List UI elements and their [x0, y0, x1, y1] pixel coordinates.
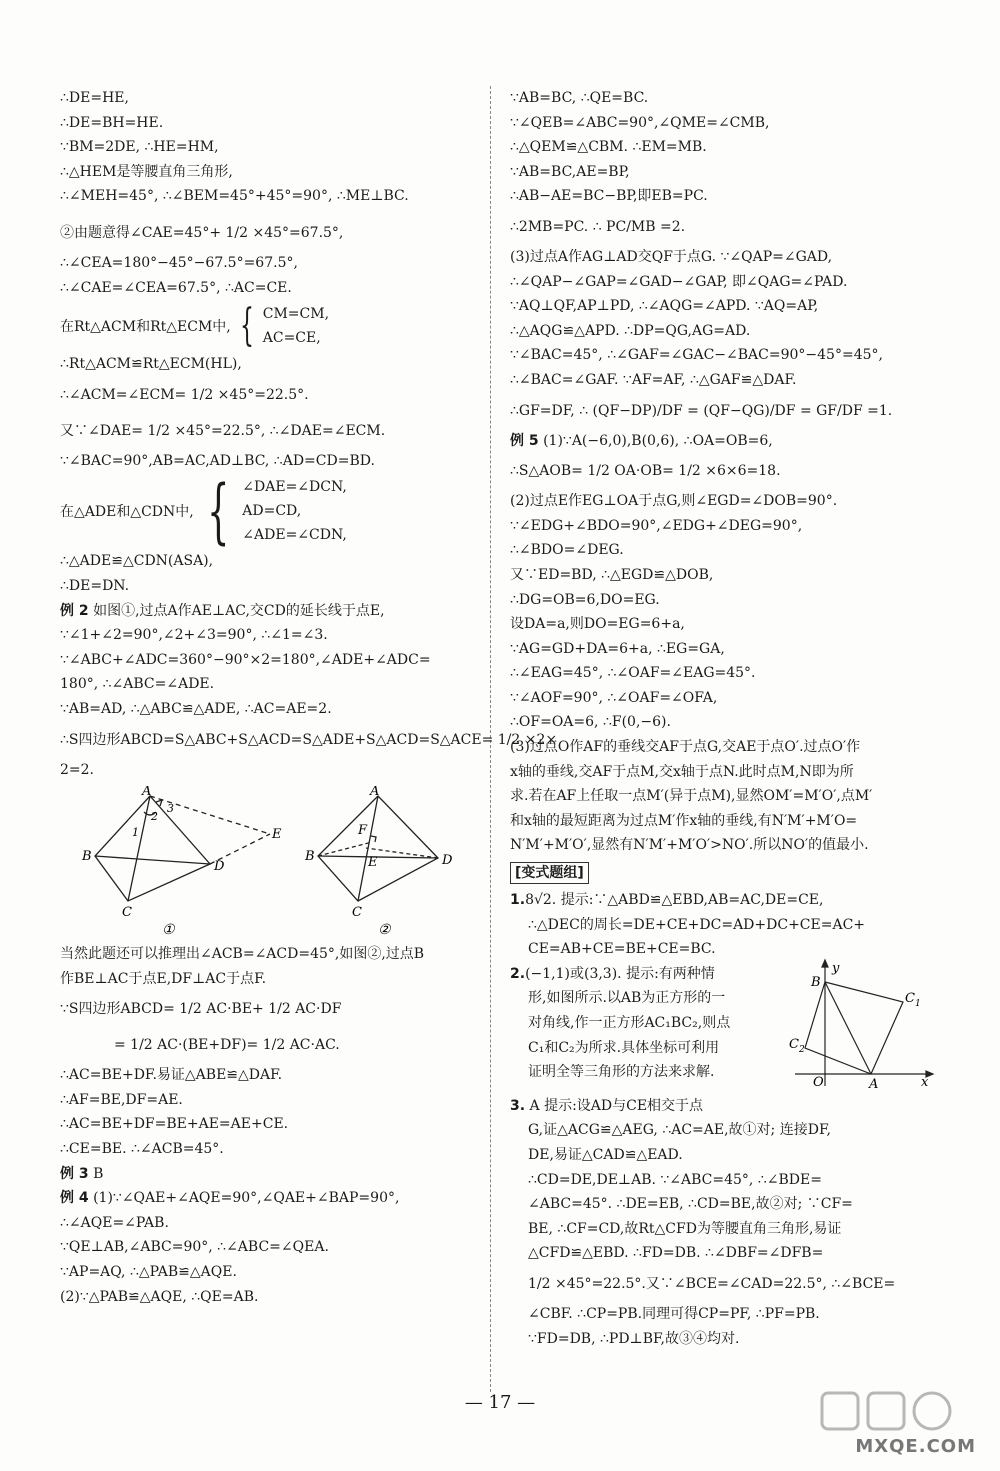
answer-text: B: [93, 1165, 104, 1182]
svg-text:3: 3: [167, 802, 174, 816]
svg-text:C: C: [905, 990, 915, 1006]
svg-text:2: 2: [799, 1044, 805, 1055]
text-line: ∴2MB=PC. ∴ PC/MB =2.: [510, 218, 686, 235]
svg-text:C: C: [122, 905, 132, 921]
text-line: △CFD≌△EBD. ∴FD=DB. ∴∠DBF=∠DFB=: [528, 1245, 824, 1262]
text-line: 作BE⊥AC于点E,DF⊥AC于点F.: [60, 970, 267, 987]
text-line: ∵BM=2DE, ∴HE=HM,: [60, 139, 219, 156]
question-number: 1.: [510, 892, 526, 909]
svg-text:O: O: [813, 1074, 824, 1088]
text-line: ∴AF=BE,DF=AE.: [60, 1091, 183, 1108]
text-line: ∴S四边形ABCD=S△ABC+S△ACD=S△ADE+S△ACD=S△ACE= 1/2 ×2×: [60, 731, 558, 748]
text-line: ∴DG=OB=6,DO=EG.: [510, 591, 660, 608]
text-line: 180°, ∴∠ABC=∠ADE.: [60, 676, 215, 693]
text-line: ∴CD=DE,DE⊥AB. ∵∠ABC=45°, ∴∠BDE=: [528, 1171, 822, 1188]
example-label: 例 5: [510, 432, 539, 449]
text-line: (3)过点O作AF的垂线交AF于点G,交AE于点O′.过点O′作: [510, 739, 861, 756]
answer-text: 8√2.: [525, 892, 557, 909]
text-line: ②由题意得∠CAE=45°+ 1/2 ×45°=67.5°,: [60, 224, 344, 241]
text-line: ∵AB=BC,AE=BP,: [510, 163, 630, 180]
svg-text:B: B: [811, 974, 821, 990]
system-lines: [263, 302, 329, 350]
text-line: ∴∠BDO=∠DEG.: [510, 542, 624, 559]
text-line: DE,易证△CAD≌△EAD.: [528, 1147, 683, 1163]
brace-icon: {: [239, 300, 254, 352]
question-number: 3.: [510, 1097, 526, 1114]
text-line: ∠ADE=∠CDN,: [242, 527, 347, 544]
brace-icon: {: [206, 470, 230, 553]
text-line: CE=AB+CE=BE+CE=BC.: [528, 941, 716, 958]
system-lines: [242, 475, 347, 547]
text-line: ∴OF=OA=6, ∴F(0,−6).: [510, 714, 671, 731]
text-line: (2)过点E作EG⊥OA于点G,则∠EGD=∠DOB=90°.: [510, 493, 838, 510]
text-line: ∵∠EDG+∠BDO=90°,∠EDG+∠DEG=90°,: [510, 517, 803, 534]
text-line: (−1,1)或(3,3). 提示:有两种情: [525, 965, 715, 982]
svg-text:A: A: [869, 1076, 879, 1088]
svg-text:1: 1: [132, 826, 139, 840]
text-line: 2=2.: [60, 761, 94, 778]
text-line: 设DA=a,则DO=EG=6+a,: [510, 616, 685, 633]
example-2-line: [60, 599, 480, 624]
geometry-figures: [60, 786, 480, 936]
question-2-line: [510, 962, 780, 987]
text-line: ∴AC=BE+DF.易证△ABE≌△DAF.: [60, 1067, 283, 1084]
figure-label: ②: [378, 922, 391, 937]
svg-text:F: F: [358, 823, 368, 839]
page-number: — 17 —: [464, 1392, 536, 1413]
text-line: C₁和C₂为所求.具体坐标可利用: [528, 1039, 720, 1056]
question-number: 2.: [510, 965, 526, 982]
text-line: ∵AP=AQ, ∴△PAB≌△AQE.: [60, 1264, 237, 1281]
text-line: ∴∠CEA=180°−45°−67.5°=67.5°,: [60, 254, 298, 271]
text-line: ∠DAE=∠DCN,: [242, 479, 347, 496]
text-line: 在△ADE和△CDN中,: [60, 504, 194, 521]
text-line: ∴S△AOB= 1/2 OA·OB= 1/2 ×6×6=18.: [510, 463, 781, 480]
text-line: (2)∵△PAB≌△AQE, ∴QE=AB.: [60, 1288, 259, 1305]
text-line: ∴△DEC的周长=DE+CE+DC=AD+DC+CE=AC+: [528, 916, 866, 933]
quadrilateral-figures: [60, 786, 480, 936]
question-1-line: [510, 888, 938, 913]
text-line: ∵AG=GD+DA=6+a, ∴EG=GA,: [510, 640, 725, 657]
text-line: ∴△HEM是等腰直角三角形,: [60, 163, 233, 180]
svg-text:A: A: [370, 786, 380, 800]
text-line: ∴△ADE≌△CDN(ASA),: [60, 553, 214, 570]
text-line: ∴AB−AE=BC−BP,即EB=PC.: [510, 188, 708, 205]
text-line: ∴DE=BH=HE.: [60, 114, 164, 131]
text-line: (3)过点A作AG⊥AD交QF于点G. ∵∠QAP=∠GAD,: [510, 248, 833, 265]
right-column: [510, 86, 938, 1351]
text-line: 1/2 ×45°=22.5°.又∵∠BCE=∠CAD=22.5°, ∴∠BCE=: [528, 1275, 896, 1292]
figure-label: ①: [162, 922, 175, 937]
text-line: 形,如图所示.以AB为正方形的一: [528, 990, 726, 1007]
text-line: ∴∠MEH=45°, ∴∠BEM=45°+45°=90°, ∴ME⊥BC.: [60, 188, 409, 205]
text-line: G,证△ACG≌△AEG, ∴AC=AE,故①对; 连接DF,: [528, 1122, 831, 1139]
text-line: ∵AB=AD, ∴△ABC≌△ADE, ∴AC=AE=2.: [60, 700, 332, 717]
text-line: 求.若在AF上任取一点M′(异于点M),显然OM′=M′O′,点M′: [510, 788, 873, 805]
svg-text:C: C: [789, 1036, 799, 1052]
text-line: ∵∠BAC=45°, ∴∠GAF=∠GAC−∠BAC=90°−45°=45°,: [510, 347, 883, 364]
text-line: ∴△AQG≌△APD. ∴DP=QG,AG=AD.: [510, 322, 751, 339]
svg-text:1: 1: [915, 998, 921, 1009]
text-line: ∴∠BAC=∠GAF. ∵AF=AF, ∴△GAF≌△DAF.: [510, 371, 797, 388]
text-line: CM=CM,: [262, 306, 330, 323]
text-line: ∵∠AOF=90°, ∴∠OAF=∠OFA,: [510, 689, 718, 706]
text-line: (1)∵A(−6,0),B(0,6), ∴OA=OB=6,: [543, 432, 773, 449]
svg-text:E: E: [272, 827, 282, 843]
svg-text:2: 2: [151, 810, 158, 824]
text-line: ∵∠BAC=90°,AB=AC,AD⊥BC, ∴AD=CD=BD.: [60, 452, 375, 469]
text-line: ∵FD=DB, ∴PD⊥BF,故③④均对.: [528, 1330, 740, 1347]
text-line: AD=CD,: [242, 503, 302, 520]
text-line: 当然此题还可以推理出∠ACB=∠ACD=45°,如图②,过点B: [60, 946, 425, 963]
svg-text:B: B: [82, 849, 92, 865]
text-line: ∵∠1+∠2=90°,∠2+∠3=90°, ∴∠1=∠3.: [60, 627, 328, 644]
text-line: ∵∠QEB=∠ABC=90°,∠QME=∠CMB,: [510, 114, 770, 131]
text-line: (1)∵∠QAE+∠AQE=90°,∠QAE+∠BAP=90°,: [93, 1190, 400, 1207]
watermark-text: MXQE.COM: [855, 1436, 976, 1457]
text-line: ∴DE=DN.: [60, 577, 130, 594]
svg-text:D: D: [442, 853, 453, 869]
text-line: ∠ABC=45°. ∴DE=EB, ∴CD=BE,故②对; ∵CF=: [528, 1196, 853, 1213]
text-line: N′M′+M′O′,显然有N′M′+M′O′>NO′.所以NO′的值最小.: [510, 837, 869, 854]
text-line: ∵AB=BC, ∴QE=BC.: [510, 90, 649, 106]
example-label: 例 3: [60, 1165, 89, 1182]
example-4-line: [60, 1186, 480, 1211]
section-heading: [变式题组]: [510, 862, 589, 884]
svg-text:B: B: [305, 849, 315, 865]
svg-text:D: D: [214, 859, 225, 875]
text-line: ∴∠AQE=∠PAB.: [60, 1214, 169, 1231]
text-line: ∠CBF. ∴CP=PB.同理可得CP=PF, ∴PF=PB.: [528, 1305, 820, 1322]
text-line: 如图①,过点A作AE⊥AC,交CD的延长线于点E,: [93, 602, 385, 619]
text-line: ∴GF=DF, ∴ (QF−DP)/DF = (QF−QG)/DF = GF/DF =1.: [510, 402, 893, 419]
text-line: ∴CE=BE. ∴∠ACB=45°.: [60, 1141, 224, 1158]
text-line: ∴∠CAE=∠CEA=67.5°, ∴AC=CE.: [60, 279, 292, 296]
text-line: 对角线,作一正方形AC₁BC₂,则点: [528, 1015, 731, 1031]
text-line: AC=CE,: [262, 330, 321, 347]
text-line: 证明全等三角形的方法来求解.: [528, 1064, 715, 1081]
text-line: ∴△QEM≌△CBM. ∴EM=MB.: [510, 139, 707, 156]
text-line: x轴的垂线,交AF于点M,交x轴于点N.此时点M,N即为所: [510, 763, 854, 780]
text-line: ∵AQ⊥QF,AP⊥PD, ∴∠AQG=∠APD. ∵AQ=AP,: [510, 298, 819, 315]
example-label: 例 4: [60, 1190, 89, 1207]
svg-text:C: C: [352, 905, 362, 921]
text-line: ∵∠ABC+∠ADC=360°−90°×2=180°,∠ADE+∠ADC=: [60, 651, 431, 668]
svg-text:x: x: [921, 1074, 929, 1088]
text-line: 在Rt△ACM和Rt△ECM中,: [60, 319, 231, 336]
text-line: ∴AC=BE+DF=BE+AE=AE+CE.: [60, 1116, 289, 1133]
text-line: 又∵∠DAE= 1/2 ×45°=22.5°, ∴∠DAE=∠ECM.: [60, 422, 386, 439]
text-line: ∵S四边形ABCD= 1/2 AC·BE+ 1/2 AC·DF: [60, 1001, 342, 1018]
coordinate-figure: [785, 956, 935, 1088]
text-line: 又∵ED=BD, ∴△EGD≌△DOB,: [510, 566, 714, 583]
hint-text: 提示:∵△ABD≌△EBD,AB=AC,DE=CE,: [560, 892, 824, 909]
text-line: ∵QE⊥AB,∠ABC=90°, ∴∠ABC=∠QEA.: [60, 1239, 329, 1256]
text-line: 和x轴的最短距离为过点M′作x轴的垂线,有N′M′+M′O=: [510, 812, 858, 829]
svg-text:A: A: [142, 786, 152, 800]
svg-text:y: y: [832, 960, 840, 976]
text-line: ∴∠EAG=45°, ∴∠OAF=∠EAG=45°.: [510, 665, 756, 682]
text-line: BE, ∴CF=CD,故Rt△CFD为等腰直角三角形,易证: [528, 1220, 842, 1237]
question-3-line: [510, 1094, 938, 1119]
text-line: ∴∠ACM=∠ECM= 1/2 ×45°=22.5°.: [60, 386, 309, 403]
example-5-line: [510, 429, 938, 454]
text-line: ∴DE=HE,: [60, 90, 129, 106]
equation-system: [60, 470, 480, 553]
example-label: 例 2: [60, 602, 89, 619]
text-line: = 1/2 AC·(BE+DF)= 1/2 AC·AC.: [114, 1037, 340, 1054]
text-line: A 提示:设AD与CE相交于点: [529, 1097, 704, 1114]
svg-text:E: E: [368, 855, 378, 871]
text-line: ∴∠QAP−∠GAP=∠GAD−∠GAP, 即∠QAG=∠PAD.: [510, 273, 848, 290]
equation-system: [60, 300, 480, 352]
example-3-line: [60, 1162, 480, 1187]
text-line: ∴Rt△ACM≌Rt△ECM(HL),: [60, 356, 242, 373]
question-2-block: [510, 962, 938, 1094]
